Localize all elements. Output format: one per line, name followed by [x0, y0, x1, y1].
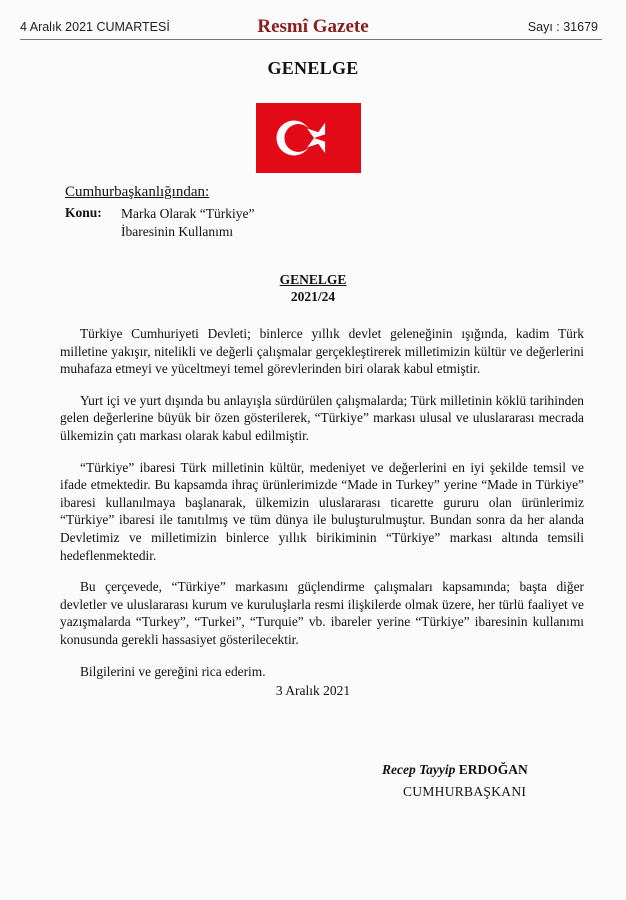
- body-paragraph: Bu çerçevede, “Türkiye” markasını güçlendirme çalışmaları kapsamında; başta diğer devletler ve uluslararası kurum ve kuruluşlarla resmi ilişkilerde olmak üzere, her türlü faaliyet ve yazışmalarda “Turkey”, “Turkei”, “Turquie” vb. ibareler yerine “Türkiye” ibaresinin kullanımı konusunda gerekli hassasiyet gösterilecektir.: [60, 579, 584, 647]
- circular-body: [60, 325, 584, 680]
- subject-text: [121, 205, 361, 241]
- signatory-first-name: Recep Tayyip: [382, 762, 456, 777]
- issue-number: Sayı : 31679: [527, 20, 598, 34]
- document-date: 3 Aralık 2021: [275, 683, 351, 698]
- body-paragraph: Türkiye Cumhuriyeti Devleti; binlerce yıllık devlet geleneğinin ışığında, kadim Türk milletine yakışır, nitelikli ve değerli çalışmalar gerçekleştirerek milletimizin kültür ve değerlerini muhafaza etmeyi ve yüceltmeyi temel görevlerinden biri olarak kabul etmiştir.: [60, 326, 584, 377]
- closing-paragraph: Bilgilerini ve gereğini rica ederim.: [80, 663, 266, 679]
- signatory-name: [382, 762, 528, 778]
- circular-number: 2021/24: [290, 289, 336, 304]
- subject-line-2: İbaresinin Kullanımı: [121, 224, 234, 239]
- turkish-flag-icon: [256, 103, 361, 173]
- issuing-authority: Cumhurbaşkanlığından:: [65, 184, 210, 200]
- circular-title: GENELGE: [279, 272, 347, 287]
- gazette-header: [0, 17, 626, 39]
- subject-label: Konu:: [65, 205, 102, 220]
- gazette-title: Resmî Gazete: [257, 16, 369, 37]
- body-paragraph: “Türkiye” ibaresi Türk milletinin kültür, medeniyet ve değerlerini en iyi şekilde temsil ve ifade etmektedir. Bu kapsamda ihraç ürünlerimizde “Made in Turkey” yerine “Made in Türkiye” ibaresi kullanılmaya başlanarak, ülkemizin uluslararası ticarette gururu olan ürünlerimiz “Türkiye” ibaresi ile tanıtılmış ve tüm dünya ile buluşturulmuştur. Bundan sonra da her alanda Devletimiz ve milletimizin binlerce yıllık birikiminin “Türkiye” markası altında temsili hedeflenmektedir.: [60, 459, 584, 563]
- header-divider: [20, 39, 602, 40]
- section-title: GENELGE: [267, 58, 359, 78]
- header-date: 4 Aralık 2021 CUMARTESİ: [20, 20, 170, 34]
- body-paragraph: Yurt içi ve yurt dışında bu anlayışla sürdürülen çalışmalarda; Türk milletinin köklü tarihinden gelen değerlerine büyük bir özen gösterilerek, “Türkiye” markası ulusal ve uluslararası mecrada ülkemizin çatı markası olarak kabul edilmiştir.: [60, 392, 584, 443]
- circular-heading: [0, 271, 626, 305]
- signatory-title: CUMHURBAŞKANI: [403, 784, 527, 799]
- subject-line-1: Marka Olarak “Türkiye”: [121, 206, 255, 221]
- signatory-last-name: ERDOĞAN: [458, 762, 528, 777]
